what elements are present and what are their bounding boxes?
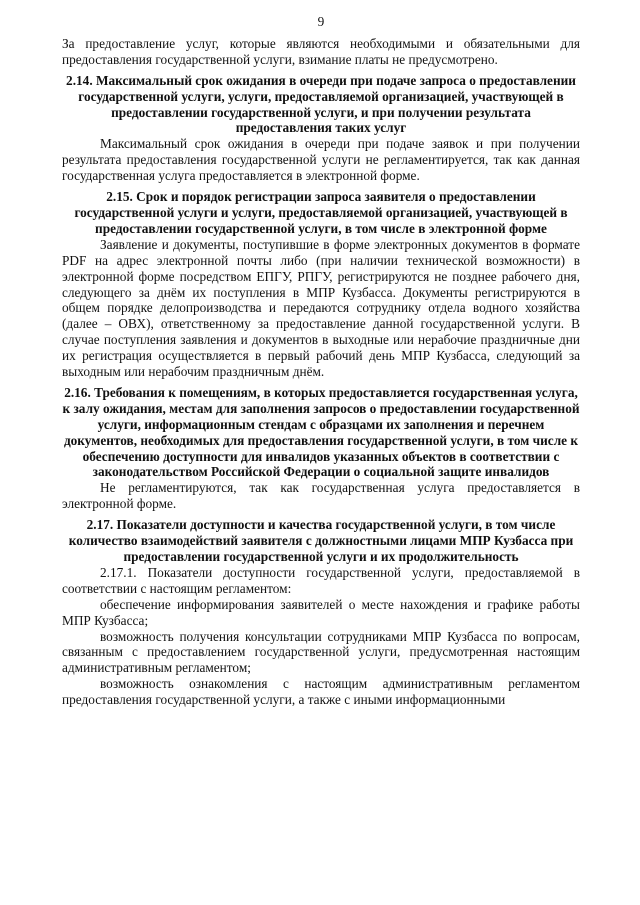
list-item-consultation: возможность получения консультации сотрудниками МПР Кузбасса по вопросам, связанным с предоставлением государственной услуги, предусмотренная настоящим административным регламентом; (62, 628, 580, 676)
paragraph-queue-time: Максимальный срок ожидания в очереди при подаче заявок и при получении результата предоставления государственной услуги не регламентируется, так как данная государственная услуга предоставляется в электронной форме. (62, 136, 580, 184)
paragraph-2-17-1: 2.17.1. Показатели доступности государственной услуги, предоставляемой в соответствии с настоящим регламентом: (62, 564, 580, 596)
heading-2-15: 2.15. Срок и порядок регистрации запроса заявителя о предоставлении государственной услуги и услуги, предоставляемой организацией, участвующей в предоставлении государственной услуги, в том числе в электронной форме (74, 189, 568, 236)
list-item-familiarization: возможность ознакомления с настоящим административным регламентом предоставления государственной услуги, а также с иными информационными (62, 676, 580, 708)
list-item-informing: обеспечение информирования заявителей о месте нахождения и графике работы МПР Кузбасса; (62, 596, 580, 628)
heading-2-17: 2.17. Показатели доступности и качества государственной услуги, в том числе количество взаимодействий заявителя с должностными лицами МПР Кузбасса при предоставлении государственной услуги и их продолжительность (68, 517, 574, 564)
paragraph-payment: За предоставление услуг, которые являются необходимыми и обязательными для предоставления государственной услуги, взимание платы не предусмотрено. (62, 35, 580, 67)
heading-2-16: 2.16. Требования к помещениям, в которых предоставляется государственная услуга, к залу ожидания, местам для заполнения запросов о предоставлении государственной услуги, информационным стендам с образцами их заполнения и перечнем документов, необходимых для предоставления государственной услуги, в том числе к обеспечению доступности для инвалидов указанных объектов в соответствии с законодательством Российской Федерации о социальной защите инвалидов (62, 384, 580, 480)
heading-2-14: 2.14. Максимальный срок ожидания в очереди при подаче запроса о предоставлении государственной услуги, услуги, предоставляемой организацией, участвующей в предоставлении государственной услуги, и при получении результата предоставления таких услуг (66, 72, 576, 136)
page-number: 9 (317, 14, 325, 29)
document-page (62, 14, 580, 708)
paragraph-registration: Заявление и документы, поступившие в форме электронных документов в формате PDF на адрес электронной почты либо (при наличии технической возможности) в электронной форме посредством ЕПГУ, РПГУ, регистрируются не позднее рабочего дня, следующего за днём их поступления в МПР Кузбасса. Документы регистрируются в общем порядке делопроизводства и передаются сотруднику отдела водного хозяйства (далее – ОВХ), ответственному за предоставление данной государственной услуги. В случае поступления заявления и документов в выходные или нерабочие праздничные дни их регистрация осуществляется в первый рабочий день МПР Кузбасса, следующий за выходным или нерабочим праздничным днём. (62, 236, 580, 380)
paragraph-premises: Не регламентируются, так как государственная услуга предоставляется в электронной форме. (62, 480, 580, 512)
